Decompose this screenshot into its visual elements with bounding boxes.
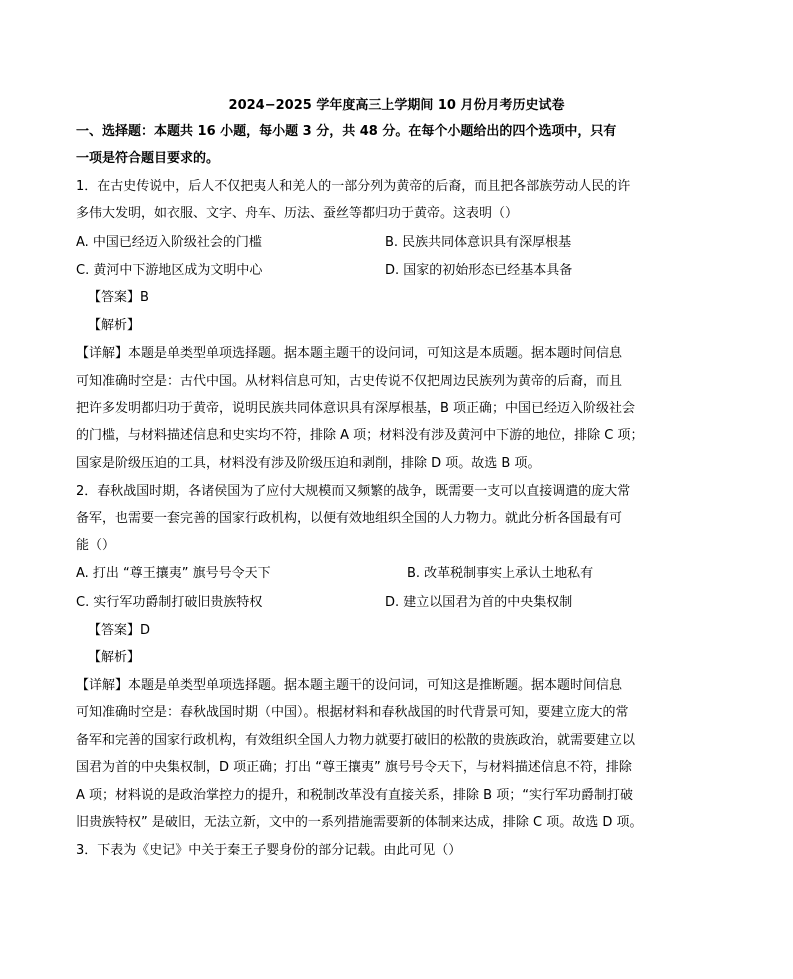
section-heading-line-1: 一、选择题：本题共 16 小题，每小题 3 分，共 48 分。在每个小题给出的四个选项中，只有 (76, 124, 617, 139)
q2-detail-line-1: 【详解】本题是单类型单项选择题。据本题主题干的设问词，可知这是推断题。据本题时间信息 (76, 678, 623, 693)
q2-detail-line-6: 旧贵族特权” 是破旧，无法立新，文中的一系列措施需要新的体制来达成，排除 C 项。故选 D 项。 (76, 815, 643, 830)
q1-stem-line-2: 多伟大发明，如衣服、文字、舟车、历法、蚕丝等都归功于黄帝。这表明（） (76, 206, 519, 221)
q1-option-a: A. 中国已经迈入阶级社会的门槛 (76, 235, 262, 250)
q2-option-c: C. 实行军功爵制打破旧贵族特权 (76, 595, 263, 610)
q1-option-d: D. 国家的初始形态已经基本具备 (385, 263, 573, 278)
q1-detail-line-4: 的门槛，与材料描述信息和史实均不符，排除 A 项；材料没有涉及黄河中下游的地位，排除 C 项； (76, 428, 644, 443)
q2-detail-line-2: 可知准确时空是：春秋战国时期（中国）。根据材料和春秋战国的时代背景可知，要建立庞大的常 (76, 705, 629, 720)
q2-analysis-label: 【解析】 (88, 650, 141, 665)
q1-option-c: C. 黄河中下游地区成为文明中心 (76, 263, 263, 278)
page-title: 2024−2025 学年度高三上学期间 10 月份月考历史试卷 (228, 98, 565, 113)
q1-stem-line-1: 1．在古史传说中，后人不仅把夷人和羌人的一部分列为黄帝的后裔，而且把各部族劳动人民的许 (76, 179, 631, 194)
q2-detail-line-3: 备军和完善的国家行政机构，有效组织全国人力物力就要打破旧的松散的贵族政治，就需要建立以 (76, 733, 636, 748)
q2-detail-line-5: A 项；材料说的是政治掌控力的提升，和税制改革没有直接关系，排除 B 项；“实行军功爵制打破 (76, 788, 633, 803)
q2-detail-line-4: 国君为首的中央集权制，D 项正确；打出 “尊王攘夷” 旗号号令天下，与材料描述信息不符，排除 (76, 760, 632, 775)
q2-answer: 【答案】D (88, 623, 151, 638)
q1-detail-line-5: 国家是阶级压迫的工具，材料没有涉及阶级压迫和剥削，排除 D 项。故选 B 项。 (76, 456, 541, 471)
q1-answer: 【答案】B (88, 290, 149, 305)
q2-stem-line-3: 能（） (76, 538, 116, 553)
q2-option-a: A. 打出 “尊王攘夷” 旗号号令天下 (76, 566, 271, 581)
q1-detail-line-2: 可知准确时空是：古代中国。从材料信息可知，古史传说不仅把周边民族列为黄帝的后裔，而且 (76, 374, 623, 389)
q2-stem-line-1: 2．春秋战国时期，各诸侯国为了应付大规模而又频繁的战争，既需要一支可以直接调遣的庞大常 (76, 484, 631, 499)
q1-analysis-label: 【解析】 (88, 318, 141, 333)
q1-detail-line-1: 【详解】本题是单类型单项选择题。据本题主题干的设问词，可知这是本质题。据本题时间信息 (76, 346, 623, 361)
q2-stem-line-2: 备军，也需要一套完善的国家行政机构，以便有效地组织全国的人力物力。就此分析各国最有可 (76, 511, 623, 526)
q1-detail-line-3: 把许多发明都归功于黄帝，说明民族共同体意识具有深厚根基，B 项正确；中国已经迈入阶级社会 (76, 401, 636, 416)
q2-option-d: D. 建立以国君为首的中央集权制 (385, 595, 573, 610)
q1-option-b: B. 民族共同体意识具有深厚根基 (385, 235, 572, 250)
section-heading-line-2: 一项是符合题目要求的。 (76, 151, 220, 166)
q2-option-b: B. 改革税制事实上承认土地私有 (407, 566, 594, 581)
q3-stem-line-1: 3．下表为《史记》中关于秦王子婴身份的部分记载。由此可见（） (76, 843, 462, 858)
